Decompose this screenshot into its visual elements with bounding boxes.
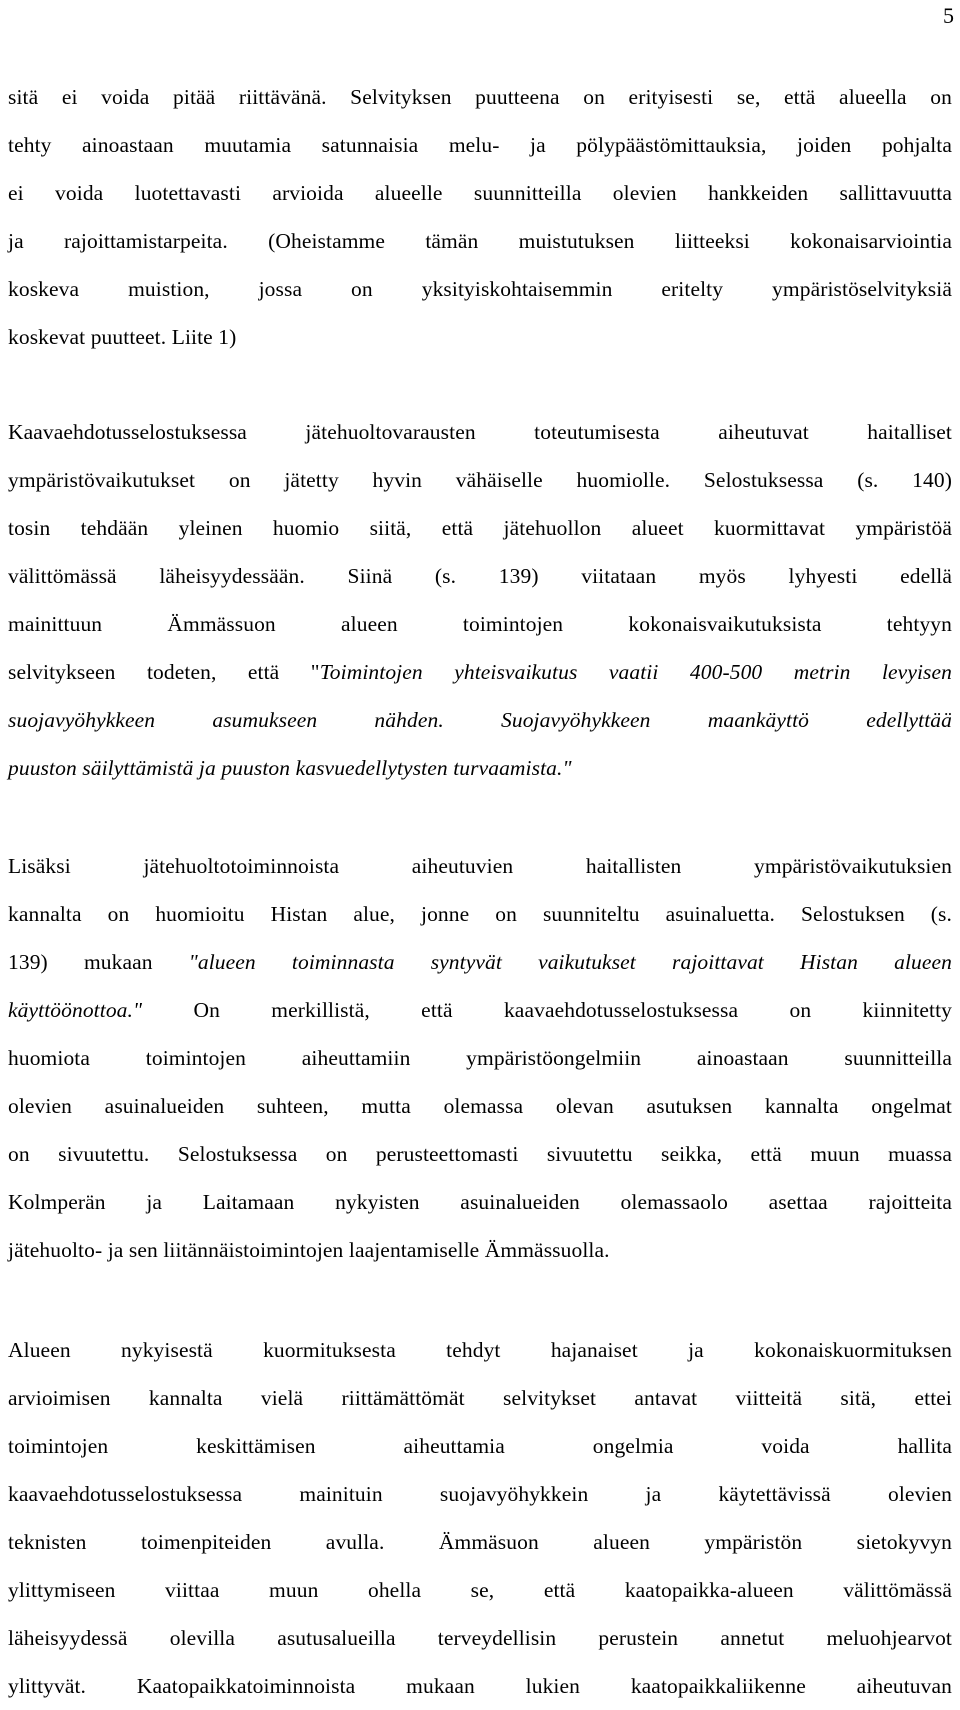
- text-line: Alueen nykyisestä kuormituksesta tehdyt hajanaiset ja kokonaiskuormituksen: [8, 1338, 952, 1362]
- text-run: On merkillistä, että kaavaehdotusselostuksessa on kiinnitetty: [142, 998, 952, 1022]
- text-line: [8, 938, 952, 986]
- text-run: selvitykseen todeten, että ": [8, 660, 320, 684]
- paragraph-histan-area: [8, 842, 952, 1274]
- text-line: ja rajoittamistarpeita. (Oheistamme tämän muistutuksen liitteeksi kokonaisarviointia: [8, 229, 952, 253]
- text-line: ympäristövaikutukset on jätetty hyvin vähäiselle huomiolle. Selostuksessa (s. 140): [8, 468, 952, 492]
- text-line: toimintojen keskittämisen aiheuttamia ongelmia voida hallita: [8, 1434, 952, 1458]
- text-line: läheisyydessä olevilla asutusalueilla terveydellisin perustein annetut meluohjearvot: [8, 1626, 952, 1650]
- text-line: Kolmperän ja Laitamaan nykyisten asuinalueiden olemassaolo asettaa rajoitteita: [8, 1190, 952, 1214]
- text-line: mainittuun Ämmässuon alueen toimintojen kokonaisvaikutuksista tehtyyn: [8, 612, 952, 636]
- text-line: kaavaehdotusselostuksessa mainituin suojavyöhykkein ja käytettävissä olevien: [8, 1482, 952, 1506]
- text-line: [8, 648, 952, 696]
- quoted-text: "alueen toiminnasta syntyvät vaikutukset rajoittavat Histan alueen: [188, 950, 952, 974]
- text-line: tosin tehdään yleinen huomio siitä, että jätehuollon alueet kuormittavat ympäristöä: [8, 516, 952, 540]
- text-line: tehty ainoastaan muutamia satunnaisia melu- ja pölypäästömittauksia, joiden pohjalta: [8, 133, 952, 157]
- quoted-text: suojavyöhykkeen asumukseen nähden. Suojavyöhykkeen maankäyttö edellyttää: [8, 708, 952, 732]
- quoted-text: Toimintojen yhteisvaikutus vaatii 400-500 metrin levyisen: [319, 660, 952, 684]
- text-line: jätehuolto- ja sen liitännäistoimintojen laajentamiselle Ämmässuolla.: [8, 1238, 610, 1262]
- text-line: huomiota toimintojen aiheuttamiin ympäristöongelmiin ainoastaan suunnitteilla: [8, 1046, 952, 1070]
- paragraph-current-load: [8, 1326, 952, 1710]
- text-line: koskeva muistion, jossa on yksityiskohtaisemmin eritelty ympäristöselvityksiä: [8, 277, 952, 301]
- text-line: Lisäksi jätehuoltotoiminnoista aiheutuvien haitallisten ympäristövaikutuksien: [8, 854, 952, 878]
- text-line: ylittyvät. Kaatopaikkatoiminnoista mukaan lukien kaatopaikkaliikenne aiheutuvan: [8, 1674, 952, 1698]
- quoted-text: puuston säilyttämistä ja puuston kasvuedellytysten turvaamista.": [8, 756, 572, 780]
- text-line: arvioimisen kannalta vielä riittämättömät selvitykset antavat viitteitä sitä, ettei: [8, 1386, 952, 1410]
- text-line: on sivuutettu. Selostuksessa on perusteettomasti sivuutettu seikka, että muun muassa: [8, 1142, 952, 1166]
- text-line: välittömässä läheisyydessään. Siinä (s. 139) viitataan myös lyhyesti edellä: [8, 564, 952, 588]
- text-line: teknisten toimenpiteiden avulla. Ämmäsuon alueen ympäristön sietokyvyn: [8, 1530, 952, 1554]
- text-line: koskevat puutteet. Liite 1): [8, 325, 237, 349]
- text-line: ei voida luotettavasti arvioida alueelle suunnitteilla olevien hankkeiden sallittavuutta: [8, 181, 952, 205]
- text-line: kannalta on huomioitu Histan alue, jonne on suunniteltu asuinaluetta. Selostuksen (s.: [8, 902, 952, 926]
- text-line: ylittymiseen viittaa muun ohella se, että kaatopaikka-alueen välittömässä: [8, 1578, 952, 1602]
- text-line: Kaavaehdotusselostuksessa jätehuoltovarausten toteutumisesta aiheutuvat haitalliset: [8, 420, 952, 444]
- text-line: [8, 986, 952, 1034]
- paragraph-waste-management-impacts: [8, 408, 952, 792]
- text-run: 139) mukaan: [8, 950, 189, 974]
- text-line: olevien asuinalueiden suhteen, mutta olemassa olevan asutuksen kannalta ongelmat: [8, 1094, 952, 1118]
- page-number: 5: [943, 3, 954, 28]
- text-line: sitä ei voida pitää riittävänä. Selvityksen puutteena on erityisesti se, että alueella on: [8, 85, 952, 109]
- text-line: [8, 744, 952, 792]
- paragraph-environmental-survey: [8, 73, 952, 361]
- text-line: [8, 696, 952, 744]
- quoted-text: käyttöönottoa.": [8, 998, 143, 1022]
